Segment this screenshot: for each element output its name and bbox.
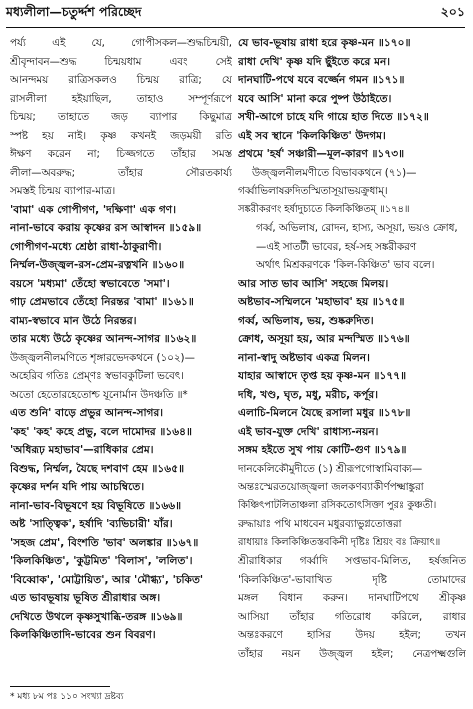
text-line: প্রথমে 'হর্ষ' সঞ্চারী—মূল-কারণ ॥১৭৩॥ bbox=[238, 148, 405, 160]
page-header bbox=[6, 4, 465, 24]
text-line: 'বামা' এক গোপীগণ, 'দক্ষিণা' এক গণ। bbox=[10, 203, 176, 216]
footnote: * মধ্য ৮ম পঃ ১১০ সংখ্যা দ্রষ্টব্য bbox=[10, 692, 124, 702]
text-line: তাঁহার নয়ন উজ্জ্বল হইল; নেত্রপক্ষ্মগুলি bbox=[238, 647, 466, 660]
text-line: অষ্ট 'সাত্ত্বিক', হর্ষাদি 'ব্যভিচারী' যাঁর। bbox=[10, 518, 173, 530]
text-line: 'সহজ প্রেম', বিংশতি 'ভাব' অলঙ্কার ॥১৬৭॥ bbox=[10, 536, 199, 549]
right-column bbox=[238, 34, 466, 663]
text-line: এই সব স্থানে 'কিলকিঞ্চিত' উদগম। bbox=[238, 129, 386, 142]
text-line: অর্থাৎ মিশ্রকরণকে 'কিল-কিঞ্চিত' ভাব বলে। bbox=[256, 259, 435, 271]
text-line: কিলকিঞ্চিতাদি-ভাবের শুন বিবরণ। bbox=[10, 629, 156, 641]
text-line: বাম্য-স্বভাবে মান উঠে নিরন্তর। bbox=[10, 314, 137, 327]
text-line: রাধায়াঃ কিলকিঞ্চিতস্তবকিনী দৃষ্টিঃ শ্রিয়ং বঃ ক্রিয়াৎ॥ bbox=[238, 536, 441, 548]
text-line: 'কিলকিঞ্চিত'-ভাবাখিত দৃষ্টি তোমাদের bbox=[238, 573, 466, 586]
footnote-rule bbox=[10, 686, 110, 687]
text-line: সমস্তই চিন্ময় ব্যাপার-মাত্র। bbox=[10, 185, 116, 197]
text-line: দধি, খণ্ড, ঘৃত, মধু, মরীচ, কর্পূর। bbox=[238, 388, 379, 401]
text-line: বয়সে 'মধ্যমা' তেঁহো স্বভাবেতে 'সমা'। bbox=[10, 277, 170, 290]
text-line: এত শুনি' বাড়ে প্রভুর আনন্দ-সাগর। bbox=[10, 407, 164, 419]
text-line: যে ভাব-ভূষায় রাধা হরে কৃষ্ণ-মন ॥১৭০॥ bbox=[238, 37, 411, 49]
text-line: গোপীগণ-মধ্যে শ্রেষ্ঠা রাধা-ঠাকুরাণী। bbox=[10, 240, 162, 253]
text-line: সঙ্করীকরণং হর্ষাদুচ্যতে কিলকিঞ্চিতম্ ॥১৭৪॥ bbox=[238, 203, 410, 215]
text-line: আনন্দময় রাত্রিসকলও চিন্ময় রাত্রি; যে bbox=[10, 74, 232, 86]
text-line: 'কহ' 'কহ' কহে প্রভু, বলে দামোদর ॥১৬৪॥ bbox=[10, 425, 193, 438]
text-line: 'বিব্বোক', 'মোট্টায়িত', আর 'মৌগ্ধ্য', 'চকিত' bbox=[10, 573, 204, 586]
text-line: গর্ব্বাভিলাষরুদিতস্মিতাসূয়াভয়ক্রুধাম্। bbox=[238, 185, 388, 197]
text-line: চিন্ময়; তাহাতে জড় ব্যাপার কিছুমাত্র bbox=[10, 111, 232, 123]
text-line: আসিয়া তাঁহার গতিরোধ করিলে, রাধার bbox=[238, 610, 466, 623]
text-line: স্পষ্ট হয় নাই। কৃষ্ণ কখনই জড়ময়ী রতি bbox=[10, 129, 232, 142]
text-line: রুদ্ধায়াঃ পথি মাধবেন মধুরব্যাভুগ্নতোত্তরা bbox=[238, 518, 402, 530]
text-line: 'কিলকিঞ্চিত', 'কুট্টমিত' 'বিলাস', 'ললিত'। bbox=[10, 555, 193, 567]
text-line: এলাচি-মিলনে যৈছে রসালা মধুর ॥১৭৮॥ bbox=[238, 407, 411, 419]
text-line: শ্রীবৃন্দাবন—শুদ্ধ চিন্ময়ধাম এবং সেই bbox=[10, 55, 232, 68]
text-line: কৃষ্ণের দর্শন যদি পায় আচম্বিতে। bbox=[10, 481, 145, 493]
text-line: রাসলীলা হইয়াছিল, তাহাও সম্পূর্ণরূপে bbox=[10, 92, 232, 105]
text-line: যবে আসি' মানা করে পুষ্প উঠাইতে। bbox=[238, 92, 392, 105]
text-line: অন্তঃস্মেরতয়োজ্জ্বলা জলকণব্যাকীর্ণপক্ষ্মাঙ্কুরা bbox=[238, 481, 424, 493]
text-line: উজ্জ্বলনীলমণীতে বিভাবকথনে (৭১)— bbox=[252, 166, 417, 179]
text-line: ঈক্ষণ করেন না; চিজ্জগতে তাঁহার সমস্ত bbox=[10, 148, 232, 160]
text-line: সঙ্গম হইতে সুখ পায় কোটি-গুণ ॥১৭৯॥ bbox=[238, 444, 407, 456]
text-line: এই ভাব-যুক্ত দেখি' রাধাস্য-নয়ন। bbox=[238, 425, 379, 438]
text-line: কিঞ্চিৎপাটলিতাঞ্চলা রসিকতোৎসিক্তা পুরঃ কুঞ্চতী। bbox=[238, 499, 437, 511]
text-line: তার মধ্যে উঠে কৃষ্ণের আনন্দ-সাগর ॥১৬২॥ bbox=[10, 333, 197, 345]
text-line: সখী-আগে চাহে যদি গায়ে হাত দিতে ॥১৭২॥ bbox=[238, 111, 429, 123]
text-line: নানা-ভাব-বিভূষণে হয় বিভূষিতে ॥১৬৬॥ bbox=[10, 499, 182, 512]
text-line: গর্ব্ব, অভিলাষ, ভয়, শুষ্করুদিত। bbox=[238, 314, 374, 327]
left-column bbox=[10, 34, 232, 645]
text-line: গাঢ় প্রেমভাবে তেঁহো নিরন্তর 'বামা' ॥১৬১॥ bbox=[10, 296, 194, 308]
text-line: অতো হেতোরহেতোশ্চ যূনোর্মান উদঞ্চতি ॥* bbox=[10, 388, 188, 401]
text-line: বিশুদ্ধ, নির্ম্মল, যৈছে দশবাণ হেম ॥১৬৫॥ bbox=[10, 462, 185, 475]
text-line: নানা-স্বাদু অষ্টভাব একত্র মিলন। bbox=[238, 351, 370, 364]
text-line: রাধা দেখি' কৃষ্ণ যদি ছুঁইতে করে মন। bbox=[238, 55, 391, 68]
header-rule bbox=[6, 27, 465, 28]
text-line: লীলা—অবরুদ্ধ; তাঁহার সৌরতকার্য্য bbox=[10, 166, 232, 179]
text-line: অন্তঃকরণে হাসির উদয় হইল; তখন bbox=[238, 629, 466, 641]
text-line: নানা-ভাবে করায় কৃষ্ণের রস আস্বাদন ॥১৫৯॥ bbox=[10, 222, 202, 234]
text-line: দেখিতে উথলে কৃষ্ণসুখাব্ধি-তরঙ্গ ॥১৬৯॥ bbox=[10, 610, 183, 623]
text-line: অহেরিব গতিঃ প্রেম্ণঃ স্বভাবকুটিলা ভবেৎ। bbox=[10, 370, 184, 382]
text-line: যাহার আস্বাদে তৃপ্ত হয় কৃষ্ণ-মন ॥১৭৭॥ bbox=[238, 370, 407, 382]
text-line: শ্রীরাধিকার গর্ব্বাদি সপ্তভাব-মিলিত, হর্ষজনিত bbox=[238, 555, 466, 567]
text-line: দানঘাটি-পথে যবে বর্জ্জেন গমন ॥১৭১॥ bbox=[238, 74, 405, 86]
text-line: ক্রোধ, অসূয়া হয়, আর মন্দস্মিত ॥১৭৬॥ bbox=[238, 333, 410, 345]
running-title: মধ্যলীলা—চতুর্দ্দশ পরিচ্ছেদ bbox=[6, 4, 142, 19]
text-line: পর্য্য এই যে, গোপীসকল—শুদ্ধচিন্ময়ী, bbox=[10, 37, 232, 49]
text-line: গর্ব্ব, অভিলাষ, রোদন, হাস্য, অসূয়া, ভয়ও ক্রোধ, bbox=[256, 222, 458, 234]
text-line: উজ্জ্বলনীলমণিতে শৃঙ্গারভেদকথনে (১০২)— bbox=[10, 351, 195, 364]
text-line: —এই সাতটী ভাবের, হর্ষ-সহ সঙ্করীকরণ bbox=[256, 240, 417, 253]
page-number: ২০১ bbox=[440, 4, 465, 19]
text-line: নির্ম্মল-উজ্জ্বল-রস-প্রেম-রত্নখনি ॥১৬০॥ bbox=[10, 259, 185, 271]
text-line: মঙ্গল বিধান করুন। দানঘাটিপথে শ্রীকৃষ্ণ bbox=[238, 592, 466, 604]
text-line: আর সাত ভাব আসি' সহজে মিলয়। bbox=[238, 277, 389, 290]
text-line: এত ভাবভূষায় ভূষিত শ্রীরাধার অঙ্গ। bbox=[10, 592, 161, 604]
text-line: 'অধিরূঢ় মহাভাব'—রাধিকার প্রেম। bbox=[10, 444, 154, 456]
text-line: অষ্টভাব-সম্মিলনে 'মহাভাব' হয় ॥১৭৫॥ bbox=[238, 296, 405, 308]
text-line: দানকেলিকৌমুদীতে (১) শ্রীরূপগোস্বামিবাক্য— bbox=[238, 462, 423, 475]
